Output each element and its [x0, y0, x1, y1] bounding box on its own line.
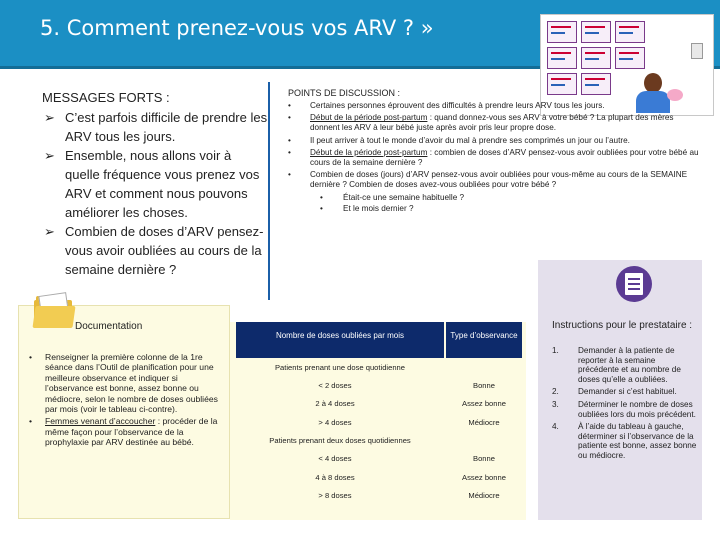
- documentation-panel: [18, 305, 230, 519]
- discussion-list: [288, 101, 700, 215]
- documentation-title: Documentation: [75, 321, 143, 332]
- mother-head-icon: [644, 73, 662, 93]
- bullet-icon: •: [288, 113, 291, 123]
- bullet-icon: •: [288, 101, 291, 110]
- table-cell: 4 à 8 doses: [315, 473, 355, 482]
- list-item: 3. Déterminer le nombre de doses oubliées lors du mois précédent.: [552, 399, 696, 419]
- list-item: 4. À l’aide du tableau à gauche, déterminer si l’observance de la patiente est bonne, assez bonne ou médiocre.: [552, 422, 697, 460]
- table-cell: Assez bonne: [462, 399, 506, 408]
- list-item: ➢ C’est parfois difficile de prendre les ARV tous les jours.: [44, 110, 268, 144]
- arrow-bullet-icon: ➢: [44, 110, 55, 125]
- list-item: • Et le mois dernier ?: [320, 203, 414, 213]
- calendar-icon: [581, 21, 611, 43]
- table-cell: Bonne: [473, 454, 495, 463]
- bullet-icon: •: [288, 147, 291, 157]
- table-header-doses: Nombre de doses oubliées par mois: [236, 322, 444, 358]
- table-cell: > 4 doses: [318, 418, 352, 427]
- instructions-panel: [538, 260, 702, 520]
- bullet-icon: •: [29, 352, 33, 362]
- calendar-icon: [547, 73, 577, 95]
- table-cell: < 4 doses: [318, 454, 352, 463]
- list-item: ➢ Combien de doses d’ARV pensez-vous avoir oubliées au cours de la semaine dernière ?: [44, 224, 264, 277]
- list-item: 2. Demander si c’est habituel.: [552, 387, 677, 397]
- calendar-icon: [581, 47, 611, 69]
- arrow-bullet-icon: ➢: [44, 148, 55, 163]
- bullet-icon: •: [320, 192, 323, 202]
- calendar-icon: [615, 47, 645, 69]
- list-item: • Début de la période post-partum : quand donnez-vous ses ARV à votre bébé ? La plupart des mères donnent les ARV à leur bébé juste après avoir pris leur propre dose.: [288, 113, 674, 133]
- list-item: • Femmes venant d’accoucher : procéder de la même façon pour l’observance de la prophylaxie par ARV destinée au bébé.: [29, 416, 218, 448]
- table-group-label: Patients prenant deux doses quotidiennes: [269, 436, 411, 445]
- instructions-title: Instructions pour le prestataire :: [552, 320, 693, 331]
- list-item: • Certaines personnes éprouvent des difficultés à prendre leurs ARV tous les jours.: [288, 101, 605, 110]
- table-cell: Assez bonne: [462, 473, 506, 482]
- table-group-label: Patients prenant une dose quotidienne: [274, 363, 406, 372]
- messages-title: MESSAGES FORTS :: [42, 90, 170, 105]
- arrow-bullet-icon: ➢: [44, 224, 55, 239]
- table-cell: < 2 doses: [318, 381, 352, 390]
- bullet-icon: •: [29, 416, 33, 427]
- vertical-divider: [268, 82, 270, 300]
- bullet-icon: •: [288, 135, 291, 145]
- bullet-icon: •: [288, 170, 291, 180]
- table-cell: 2 à 4 doses: [315, 399, 355, 408]
- instructions-list: [552, 346, 698, 464]
- documentation-list: [27, 352, 223, 450]
- table-cell: > 8 doses: [318, 491, 352, 500]
- baby-icon: [667, 89, 683, 101]
- calendar-icon: [547, 47, 577, 69]
- list-item: • Il peut arriver à tout le monde d’avoir du mal à prendre ses comprimés un jour ou l’autre.: [288, 135, 630, 145]
- adherence-table: [230, 322, 526, 520]
- bullet-icon: •: [320, 203, 323, 213]
- list-item: • Début de la période post-partum : combien de doses d’ARV pensez-vous avoir oubliées pour votre bébé au cours de la semaine dernière ?: [288, 147, 699, 168]
- table-header-type: Type d’observance: [446, 322, 522, 358]
- list-item: • Renseigner la première colonne de la 1re séance dans l’Outil de planification pour une meilleure observance et indiquer si l’observance est bonne, assez bonne ou médiocre, selon le nombre de doses oubliées par mois (voir le tableau ci-contre).: [29, 352, 218, 415]
- list-item: • Combien de doses (jours) d’ARV pensez-vous avoir oubliées pour vous-même au cours de la SEMAINE dernière ? Combien de doses avez-vous oubliées pour votre bébé ?: [288, 170, 688, 190]
- table-cell: Médiocre: [468, 418, 500, 427]
- table-cell: Bonne: [473, 381, 495, 390]
- discussion-title: POINTS DE DISCUSSION :: [288, 88, 401, 98]
- calendar-icon: [547, 21, 577, 43]
- folder-icon: [34, 294, 74, 328]
- list-item: ➢ Ensemble, nous allons voir à quelle fréquence vous prenez vos ARV et comment nous pouvons améliorer les choses.: [44, 148, 260, 220]
- calendar-icon: [615, 21, 645, 43]
- list-item: • Était-ce une semaine habituelle ?: [320, 192, 465, 202]
- table-cell: Médiocre: [468, 491, 500, 500]
- checklist-icon: [616, 266, 652, 302]
- list-item: 1. Demander à la patiente de reporter à la semaine précédente et au nombre de doses qu’elle a oubliées.: [552, 346, 681, 384]
- calendar-icon: [581, 73, 611, 95]
- cup-icon: [691, 43, 703, 59]
- messages-list: [44, 108, 269, 279]
- slide-title: 5. Comment prenez-vous vos ARV ? »: [40, 16, 434, 40]
